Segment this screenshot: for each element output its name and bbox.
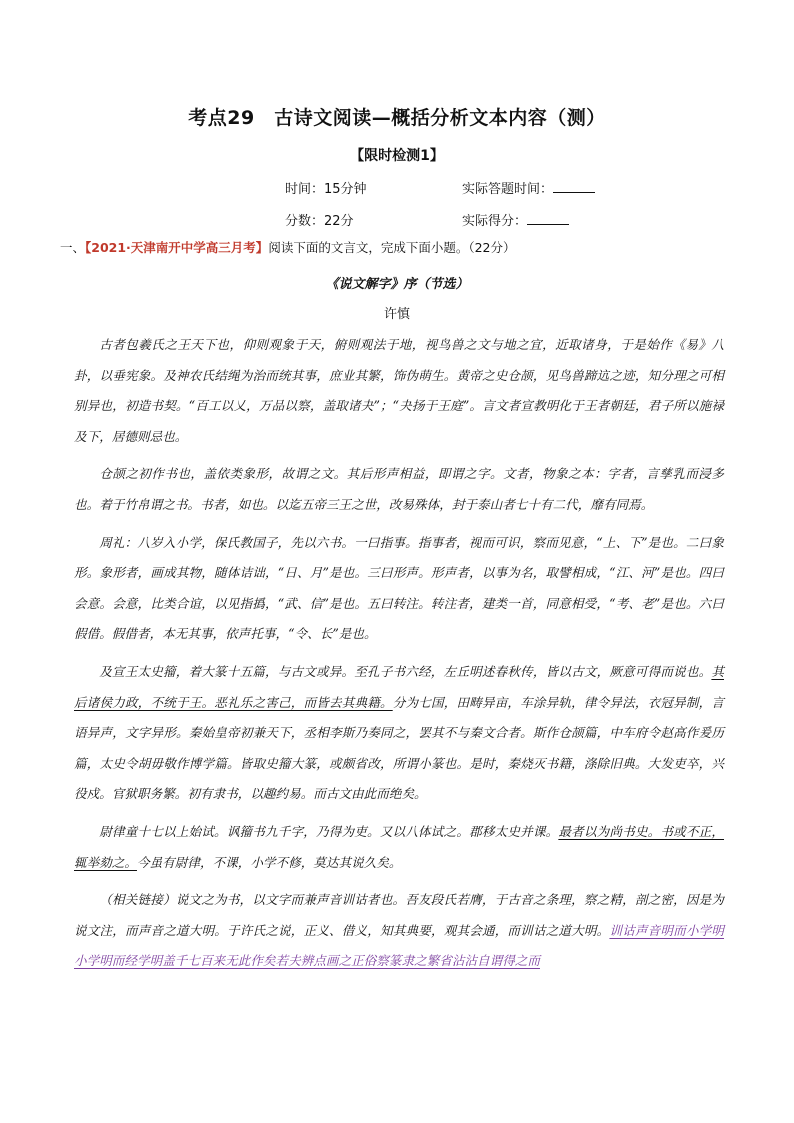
passage-body — [74, 330, 724, 977]
question-source: 【2021·天津南开中学高三月考】 — [85, 240, 269, 255]
actual-score: 实际得分： — [462, 210, 569, 229]
passage-author: 许慎 — [383, 307, 410, 322]
question-prompt: 阅读下面的文言文，完成下面小题。（22分） — [268, 240, 516, 255]
question-number: 一、 — [60, 240, 86, 255]
actual-score-blank[interactable] — [527, 212, 569, 225]
paragraph-4: 及宣王太史籀，着大篆十五篇，与古文或异。至孔子书六经，左丘明述春秋传，皆以古文，厥意可得而说也。其后诸侯力政，不统于王。恶礼乐之害己，而皆去其典籍。分为七国，田畴异亩，车涂异轨，律令异法，衣冠异制，言语异声，文字异形。秦始皇帝初兼天下，丞相李斯乃奏同之，罢其不与秦文合者。斯作仓颉篇，中车府令赵高作爰历篇，太史令胡毋敬作博学篇。皆取史籀大篆，或颇省改，所谓小篆也。是时，秦烧灭书籍，涤除旧典。大发吏卒，兴役戍。官狱职务繁。初有隶书，以趣约易。而古文由此而绝矣。 — [74, 663, 725, 802]
passage-title: 《说文解字》序（节选） — [325, 277, 469, 292]
score-total: 分数：22分 — [285, 214, 354, 229]
underlined-sentence-2: 最者以为尚书史。书或不正，辄举劾之。 — [74, 823, 725, 870]
underlined-sentence-3: 训诂声音明而小学明小学明而经学明盖千七百来无此作矣若夫辨点画之正俗察篆隶之繁省沾沾自谓得之而 — [74, 922, 725, 969]
paragraph-3: 周礼：八岁入小学，保氏教国子，先以六书。一曰指事。指事者，视而可识，察而见意，“上、下”是也。二曰象形。象形者，画成其物，随体诘诎，“日、月”是也。三曰形声。形声者，以事为名，取譬相成，“江、河”是也。四曰会意。会意，比类合谊，以见指撝，“武、信”是也。五曰转注。转注者，建类一首，同意相受，“考、老”是也。六曰假借。假借者，本无其事，依声托事，“令、长”是也。 — [74, 534, 724, 642]
question-heading — [60, 238, 740, 256]
paragraph-1: 古者包羲氏之王天下也，仰则观象于天，俯则观法于地，视鸟兽之文与地之宜，近取诸身，于是始作《易》八卦，以垂宪象。及神农氏结绳为治而统其事，庶业其繁，饰伪萌生。黄帝之史仓颉，见鸟兽蹄迒之迹，知分理之可相别异也，初造书契。“百工以乂，万品以察，盖取诸夬”；“夬扬于王庭”。言文者宣教明化于王者朝廷，君子所以施禄及下，居德则忌也。 — [74, 337, 724, 444]
page-title: 考点29 古诗文阅读—概括分析文本内容（测） — [188, 107, 606, 129]
page-subtitle: 【限时检测1】 — [350, 148, 444, 164]
paragraph-5: 尉律童十七以上始试。讽籀书九千字，乃得为吏。又以八体试之。郡移太史并课。最者以为尚书史。书或不正，辄举劾之。今虽有尉律，不课，小学不修，莫达其说久矣。 — [74, 823, 725, 870]
paragraph-2: 仓颉之初作书也，盖依类象形，故谓之文。其后形声相益，即谓之字。文者，物象之本：字者，言孳乳而浸多也。着于竹帛谓之书。书者，如也。以迄五帝三王之世，改易殊体，封于泰山者七十有二代，靡有同焉。 — [74, 466, 724, 512]
time-limit: 时间：15分钟 — [285, 182, 367, 197]
underlined-sentence-1: 其后诸侯力政，不统于王。恶礼乐之害己，而皆去其典籍。 — [74, 663, 724, 710]
actual-time: 实际答题时间： — [462, 178, 595, 197]
actual-time-blank[interactable] — [553, 180, 595, 193]
paragraph-related-link: （相关链接）说文之为书，以文字而兼声音训诂者也。吾友段氏若膺，于古音之条理，察之精，剖之密，因是为说文注，而声音之道大明。于许氏之说，正义、借义，知其典要，观其会通，而训诂之道大明。训诂声音明而小学明小学明而经学明盖千七百来无此作矣若夫辨点画之正俗察篆隶之繁省沾沾自谓得之而 — [74, 892, 725, 969]
